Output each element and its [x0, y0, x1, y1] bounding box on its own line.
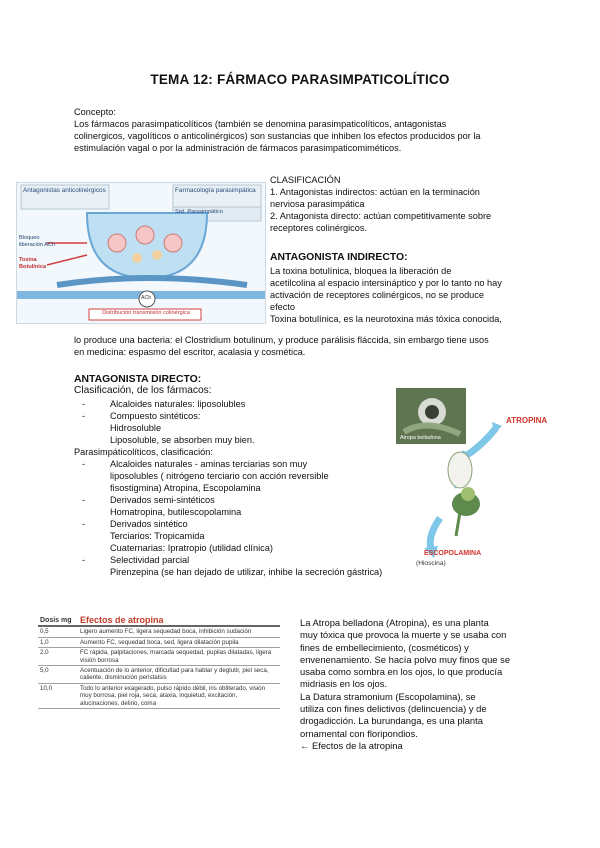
fig-label-distribucion: Distribución transmisión colinérgica: [102, 310, 190, 316]
list-item: - Alcaloides naturales - aminas terciarias son muy: [82, 458, 308, 469]
atropa-line-10: ornamental con floripondios.: [300, 727, 418, 739]
list-item: - Alcaloides naturales: liposolubles: [82, 398, 246, 409]
list-item: Pirenzepina (se han dejado de utilizar, inhibe la secreción gástrica): [110, 566, 383, 577]
clasificacion-line-1: 1. Antagonistas indirectos: actúan en la terminación: [270, 187, 480, 197]
atropa-line-3: fines de embellecimiento, (cosméticos) y: [300, 641, 469, 653]
col-dosis: Dosis mg: [38, 616, 78, 626]
atropa-line-8: utiliza con fines delictivos (delincuencia) y de: [300, 703, 487, 715]
list-item: Homatropina, butilescopolamina: [110, 506, 242, 517]
atropa-line-5: usaba como sombra en los ojos, lo que producía: [300, 666, 503, 678]
atropa-line-1: La Atropa belladona (Atropina), es una planta: [300, 617, 489, 628]
dose-cell: 1,0: [38, 637, 78, 647]
list-item: - Selectividad parcial: [82, 554, 190, 565]
indirecto-full-line-2: en medicina: espasmo del escritor, acalasia y cosmética.: [74, 347, 306, 357]
table-row: [38, 666, 280, 684]
atropa-line-4: envenenamiento. Se hacía polvo muy finos que se: [300, 653, 511, 665]
directo-para-list: [82, 458, 400, 578]
clasificacion-section: [270, 174, 540, 234]
dose-cell: 5,0: [38, 666, 78, 684]
directo-list: [82, 398, 394, 446]
directo-clasif-label: Clasificación, de los fármacos:: [74, 385, 212, 396]
label-escopolamina: ESCOPOLAMINA: [424, 550, 482, 557]
list-item: fisostigmina) Atropina, Escopolamina: [110, 482, 261, 493]
indirecto-heading: ANTAGONISTA INDIRECTO:: [270, 252, 408, 263]
atropa-line-2: muy tóxica que provoca la muerte y se usaba con: [300, 629, 507, 641]
fig-box-farmacologia: Farmacología parasimpática: [175, 187, 256, 194]
concepto-label: Concepto:: [74, 107, 116, 117]
fig-box-antagonistas: Antagonistas anticolinérgicos: [23, 187, 106, 194]
indirecto-full-line-1: lo produce una bacteria: el Clostridium botulinum, y produce parálisis fláccida, sin embargo tiene usos: [74, 335, 489, 345]
indirecto-line-3: activación de receptores colinérgicos, no se produce: [270, 290, 484, 300]
effect-cell: Todo lo anterior exagerado, pulso rápido débil, iris obliterado, visión muy borrosa, piel roja, seca, ataxia, inquietud, excitación, alucinaciones, delirio, coma: [78, 683, 280, 708]
list-item: Terciarios: Tropicamida: [110, 530, 205, 541]
directo-heading: ANTAGONISTA DIRECTO:: [74, 374, 202, 385]
label-atropina: ATROPINA: [506, 416, 548, 425]
atropa-line-7: La Datura stramonium (Escopolamina), se: [300, 690, 476, 702]
effect-cell: Acentuación de lo anterior, dificultad para hablar y deglutir, piel seca, caliente, disminución peristalsis: [78, 666, 280, 684]
list-item: Cuaternarias: Ipratropio (utilidad clínica): [110, 542, 273, 553]
directo-section: [74, 374, 394, 578]
list-item: Liposoluble, se absorben muy bien.: [110, 434, 255, 445]
list-item: - Compuesto sintéticos:: [82, 410, 201, 421]
atropa-section: [300, 617, 550, 752]
dose-effects-table: [38, 616, 280, 709]
indirecto-line-2: acetilcolina al espacio intersináptico y por lo tanto no hay: [270, 278, 502, 288]
clasificacion-line-3: 2. Antagonista directo: actúan competitivamente sobre: [270, 211, 492, 221]
atropa-line-6: midriasis en los ojos.: [300, 678, 388, 690]
atropa-line-11: ← Efectos de la atropina: [300, 739, 403, 751]
concepto-line-2: colinergicos, vagolíticos o anticolinérgicos) son sustancias que inhiben los efectos producidos por la: [74, 131, 481, 141]
concepto-section: [74, 106, 534, 154]
table-row: [38, 648, 280, 666]
synapse-figure: [16, 182, 266, 324]
dose-cell: 2,0: [38, 648, 78, 666]
indirecto-line-4: efecto: [270, 302, 296, 312]
indirecto-line-5: Toxina botulínica, es la neurotoxina más tóxica conocida,: [270, 314, 502, 324]
plants-figure: [396, 388, 556, 578]
list-item: Hidrosoluble: [110, 422, 162, 433]
effect-cell: Aumento FC, sequedad boca, sed, ligera dilatación pupila: [78, 637, 280, 647]
table-header-row: [38, 616, 280, 626]
dose-cell: 0,5: [38, 626, 78, 637]
col-efectos: Efectos de atropina: [78, 616, 280, 626]
clasificacion-line-4: receptores colinérgicos.: [270, 223, 368, 233]
indirecto-section: [270, 252, 540, 325]
label-hioscina: (Hioscina): [416, 560, 446, 567]
effect-cell: Ligero aumento FC, ligera sequedad boca, inhibición sudación: [78, 626, 280, 637]
label-atropa-belladona: Atropa belladona: [400, 435, 441, 441]
table-row: [38, 683, 280, 708]
clasificacion-line-2: nerviosa parasimpática: [270, 199, 365, 209]
concepto-line-3: estimulación vagal o por la administración de fármacos parasimpaticomiméticos.: [74, 143, 402, 153]
concepto-line-1: Los fármacos parasimpaticolíticos (también se denomina parasimpaticolíticos, antagonistas: [74, 119, 447, 129]
page-title: TEMA 12: FÁRMACO PARASIMPATICOLÍTICO: [150, 72, 450, 87]
synapse-diagram: [17, 183, 265, 323]
directo-para-label: Parasimpáticolíticos, clasificación:: [74, 446, 213, 457]
table-row: [38, 626, 280, 637]
fig-label-toxina: Toxina Botulínica: [19, 257, 47, 270]
table-row: [38, 637, 280, 647]
list-item: - Derivados sintético: [82, 518, 188, 529]
list-item: liposolubles ( nitrógeno terciario con acción reversible: [110, 470, 329, 481]
clasificacion-heading: CLASIFICACIÓN: [270, 175, 341, 185]
effect-cell: FC rápida, palpitaciones, marcada sequedad, pupilas dilatadas, ligera visión borrosa: [78, 648, 280, 666]
fig-label-bloqueo: Bloqueo liberación ACh: [19, 235, 56, 248]
atropa-line-9: drogadicción. La burundanga, es una planta: [300, 715, 483, 727]
fig-label-ach: ACh: [141, 295, 152, 301]
indirecto-continuation: [74, 334, 544, 358]
indirecto-line-1: La toxina botulínica, bloquea la liberación de: [270, 266, 452, 276]
list-item: - Derivados semi-sintéticos: [82, 494, 215, 505]
dose-cell: 10,0: [38, 683, 78, 708]
fig-box-sistema: Sist. Parasimpático: [175, 209, 223, 215]
